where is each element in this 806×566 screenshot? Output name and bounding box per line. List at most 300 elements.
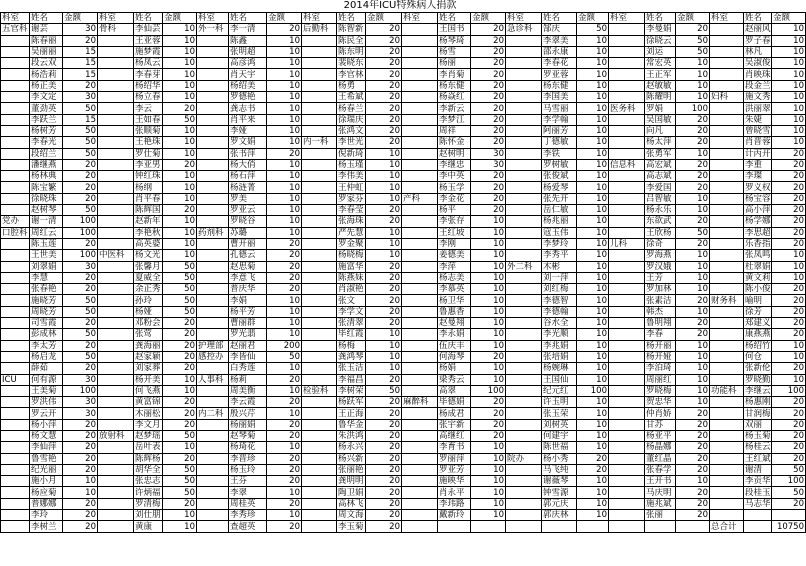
name-cell: 杨永兴 <box>338 442 364 453</box>
name-cell: 李梦玲 <box>542 238 577 249</box>
name-cell: 李重 <box>744 159 772 170</box>
dept-cell <box>302 521 337 532</box>
dept-cell <box>609 171 645 182</box>
dept-cell <box>402 216 438 227</box>
name-cell: 张宇新 <box>438 419 471 430</box>
table-row <box>1 261 806 272</box>
dept-cell <box>302 216 337 227</box>
amount-cell: 20 <box>366 80 402 91</box>
amount-cell: 50 <box>772 487 806 498</box>
name-cell: 许玉明 <box>542 397 577 408</box>
dept-cell <box>98 363 134 374</box>
name-cell: 赵敏敏 <box>645 80 676 91</box>
name-cell: 施兆斌 <box>645 498 676 509</box>
dept-cell <box>402 453 438 464</box>
name-cell: 张忠志 <box>135 476 161 487</box>
amount-cell: 10 <box>577 498 609 509</box>
name-cell: 朱婕 <box>744 114 772 125</box>
amount-cell: 10 <box>267 114 302 125</box>
name-cell: 李一清 <box>229 24 267 35</box>
dept-cell <box>98 442 134 453</box>
name-cell: 王美菊 <box>30 385 63 396</box>
amount-cell: 20 <box>471 419 506 430</box>
name-cell: 查超英 <box>229 521 267 532</box>
name-cell: 常宏英 <box>645 58 676 69</box>
amount-cell: 10 <box>471 363 506 374</box>
amount-cell: 20 <box>267 476 302 487</box>
dept-cell <box>402 363 438 374</box>
dept-cell <box>197 159 229 170</box>
amount-cell: 10 <box>366 227 402 238</box>
amount-cell: 20 <box>163 408 197 419</box>
name-cell: 杨娅 <box>134 306 163 317</box>
dept-cell <box>1 58 30 69</box>
amount-cell: 20 <box>63 182 98 193</box>
amount-cell: 10 <box>163 35 197 46</box>
table-row <box>1 430 806 441</box>
amount-cell: 10 <box>577 284 609 295</box>
amount-cell: 20 <box>63 284 98 295</box>
dept-cell: 感控办 <box>197 351 229 362</box>
amount-cell: 20 <box>366 510 402 521</box>
name-cell: 杨开美 <box>135 374 161 385</box>
dept-cell <box>609 58 645 69</box>
table-row <box>1 363 806 374</box>
dept-cell <box>98 182 134 193</box>
dept-cell <box>98 227 134 238</box>
dept-cell <box>1 261 30 272</box>
name-cell: 王希斌 <box>338 92 364 103</box>
name-cell: 李秀珍 <box>229 510 267 521</box>
header-row <box>1 13 806 24</box>
amount-cell: 10 <box>676 205 710 216</box>
dept-cell <box>1 498 30 509</box>
name-cell: 赵家颖 <box>135 352 161 363</box>
dept-cell <box>302 69 337 80</box>
amount-cell: 50 <box>577 24 609 35</box>
name-cell: 杨丽 <box>438 58 471 69</box>
dept-cell: 药剂科 <box>197 227 229 238</box>
amount-cell: 10 <box>577 306 609 317</box>
dept-cell <box>710 318 744 329</box>
amount-cell: 20 <box>63 510 98 521</box>
name-cell: 李意飞 <box>229 272 267 283</box>
name-cell: 郭元庆 <box>542 498 577 509</box>
amount-cell: 10 <box>267 92 302 103</box>
amount-cell: 20 <box>366 318 402 329</box>
amount-cell: 20 <box>267 397 302 408</box>
dept-cell <box>98 103 134 114</box>
amount-cell: 20 <box>366 464 402 475</box>
dept-cell <box>302 80 337 91</box>
name-cell: 李皆仙 <box>229 351 267 362</box>
amount-cell: 20 <box>772 284 806 295</box>
amount-cell: 20 <box>267 284 302 295</box>
dept-cell <box>98 125 134 136</box>
amount-cell: 100 <box>471 385 506 396</box>
amount-cell <box>676 521 710 532</box>
name-cell: 罗文娟 <box>229 137 267 148</box>
dept-cell <box>609 148 645 159</box>
name-cell: 陶卫娟 <box>338 487 364 498</box>
dept-cell <box>506 487 542 498</box>
amount-cell: 20 <box>366 397 402 408</box>
amount-cell: 10 <box>267 125 302 136</box>
amount-cell: 20 <box>772 329 806 340</box>
dept-cell: 中医科 <box>98 250 134 261</box>
table-row <box>1 24 806 35</box>
name-cell: 龚明明 <box>338 476 364 487</box>
table-row <box>1 35 806 46</box>
amount-cell: 20 <box>366 498 402 509</box>
amount-cell: 20 <box>63 159 98 170</box>
column-header: 姓名 <box>30 13 63 24</box>
name-cell: 王世美 <box>30 250 63 261</box>
amount-cell: 10 <box>772 24 806 35</box>
dept-cell <box>402 250 438 261</box>
amount-cell: 10 <box>366 182 402 193</box>
dept-cell <box>302 182 337 193</box>
dept-cell <box>506 205 542 216</box>
name-cell: 李玉菊 <box>338 521 364 532</box>
name-cell: 杨梅 <box>337 340 366 351</box>
dept-cell <box>302 171 337 182</box>
dept-cell <box>402 171 438 182</box>
dept-cell <box>710 284 744 295</box>
name-cell: 罗德艳 <box>229 92 267 103</box>
name-cell: 李文月 <box>135 419 161 430</box>
dept-cell <box>402 284 438 295</box>
amount-cell: 20 <box>267 272 302 283</box>
name-cell: 段绍兰 <box>30 148 63 159</box>
dept-cell <box>402 272 438 283</box>
amount-cell: 20 <box>772 216 806 227</box>
amount-cell: 20 <box>366 306 402 317</box>
dept-cell <box>302 430 337 441</box>
amount-cell: 20 <box>471 171 506 182</box>
column-header: 科室 <box>506 13 542 24</box>
name-cell: 李继忠 <box>438 159 471 170</box>
dept-cell <box>197 397 229 408</box>
name-cell: 陈燕妹 <box>338 272 364 283</box>
name-cell: 高继红 <box>438 430 471 441</box>
amount-cell: 30 <box>63 374 98 385</box>
amount-cell: 10 <box>163 385 197 396</box>
name-cell: 谢一清 <box>30 216 63 227</box>
amount-cell: 20 <box>772 397 806 408</box>
name-cell: 罗云开 <box>30 408 63 419</box>
dept-cell <box>302 92 337 103</box>
dept-cell <box>609 408 645 419</box>
name-cell: 杨开丽 <box>645 340 676 351</box>
name-cell: 毕德娟 <box>438 397 471 408</box>
amount-cell: 20 <box>63 340 98 351</box>
amount-cell: 10 <box>577 329 609 340</box>
name-cell: 张鸿文 <box>338 126 364 137</box>
dept-cell <box>98 408 134 419</box>
amount-cell: 10 <box>577 148 609 159</box>
amount-cell: 20 <box>676 442 710 453</box>
dept-cell <box>1 510 30 521</box>
dept-cell <box>302 284 337 295</box>
dept-cell <box>402 340 438 351</box>
column-header: 科室 <box>1 13 30 24</box>
amount-cell: 20 <box>676 125 710 136</box>
amount-cell: 20 <box>676 238 710 249</box>
name-cell: 王芳 <box>645 272 676 283</box>
dept-cell <box>197 69 229 80</box>
amount-cell: 10 <box>676 374 710 385</box>
name-cell: 罗洪伟 <box>30 397 63 408</box>
amount-cell: 20 <box>471 46 506 57</box>
name-cell: 杜翠娟 <box>745 261 771 272</box>
amount-cell: 20 <box>772 295 806 306</box>
dept-cell <box>609 419 645 430</box>
amount-cell: 10 <box>577 397 609 408</box>
dept-cell <box>710 69 744 80</box>
amount-cell: 20 <box>163 103 197 114</box>
amount-cell: 10 <box>267 69 302 80</box>
name-cell: 王仲虹 <box>338 182 364 193</box>
dept-cell <box>710 498 744 509</box>
amount-cell: 10 <box>772 103 806 114</box>
name-cell: 邓粉会 <box>135 318 161 329</box>
name-cell: 乐香指 <box>745 239 771 250</box>
dept-cell <box>302 46 337 57</box>
dept-cell <box>302 510 337 521</box>
dept-cell <box>506 464 542 475</box>
name-cell: 罗美 <box>229 193 267 204</box>
amount-cell: 100 <box>676 103 710 114</box>
dept-cell <box>402 159 438 170</box>
dept-cell: 信息科 <box>609 159 645 170</box>
name-cell: 寇玉伟 <box>542 227 577 238</box>
amount-cell: 20 <box>772 193 806 204</box>
name-cell: 肖平来 <box>229 114 267 125</box>
name-cell: 张明超 <box>229 46 267 57</box>
dept-cell <box>402 374 438 385</box>
name-cell: 罗光翡 <box>229 329 267 340</box>
dept-cell: 内一科 <box>302 137 337 148</box>
name-cell: 倪新琦 <box>338 148 364 159</box>
amount-cell: 10 <box>471 261 506 272</box>
name-cell: 邵永康 <box>542 46 577 57</box>
dept-cell <box>197 510 229 521</box>
name-cell: 马庆明 <box>645 487 676 498</box>
name-cell: 李春花 <box>542 58 577 69</box>
amount-cell: 50 <box>63 306 98 317</box>
amount-cell: 10 <box>772 92 806 103</box>
amount-cell: 10 <box>577 476 609 487</box>
name-cell: 段桂玉 <box>745 487 771 498</box>
dept-cell <box>197 35 229 46</box>
amount-cell: 100 <box>772 385 806 396</box>
dept-cell <box>98 498 134 509</box>
name-cell: 李爱国 <box>645 182 676 193</box>
dept-cell <box>402 58 438 69</box>
dept-cell <box>197 284 229 295</box>
name-cell: 向凡 <box>645 125 676 136</box>
amount-cell: 20 <box>366 374 402 385</box>
table-row <box>1 374 806 385</box>
name-cell: 肖永平 <box>438 487 471 498</box>
amount-cell: 100 <box>772 476 806 487</box>
dept-cell <box>302 329 337 340</box>
dept-cell <box>197 114 229 125</box>
amount-cell: 10 <box>163 216 197 227</box>
dept-cell <box>710 329 744 340</box>
dept-cell: 骨科 <box>98 24 134 35</box>
amount-cell: 20 <box>772 238 806 249</box>
name-cell: 赵曼翔 <box>438 318 471 329</box>
amount-cell: 10 <box>577 487 609 498</box>
amount-cell: 100 <box>63 216 98 227</box>
dept-cell <box>98 159 134 170</box>
amount-cell: 50 <box>63 148 98 159</box>
name-cell: 张勇军 <box>645 148 676 159</box>
name-cell: 张春艳 <box>30 284 63 295</box>
name-cell: 杨兆丽 <box>542 216 577 227</box>
dept-cell <box>402 329 438 340</box>
dept-cell: 妇科 <box>710 92 744 103</box>
amount-cell: 10 <box>163 46 197 57</box>
name-cell: 王艳珠 <box>135 137 161 148</box>
amount-cell: 30 <box>63 24 98 35</box>
name-cell: 高彦鸿 <box>229 58 267 69</box>
dept-cell <box>506 510 542 521</box>
dept-cell <box>98 521 134 532</box>
dept-cell <box>1 476 30 487</box>
name-cell: 杨凤云 <box>135 58 161 69</box>
amount-cell: 20 <box>163 419 197 430</box>
name-cell: 李梦江 <box>438 114 471 125</box>
amount-cell: 10 <box>163 137 197 148</box>
dept-cell <box>197 238 229 249</box>
amount-cell: 10 <box>676 397 710 408</box>
dept-cell <box>402 92 438 103</box>
dept-cell: 内二科 <box>197 408 229 419</box>
dept-cell <box>402 261 438 272</box>
name-cell: 李春 <box>645 329 676 340</box>
amount-cell: 10 <box>471 442 506 453</box>
dept-cell <box>98 80 134 91</box>
amount-cell: 20 <box>471 114 506 125</box>
amount-cell: 10 <box>163 148 197 159</box>
name-cell: 杨宝容 <box>745 193 771 204</box>
dept-cell <box>302 148 337 159</box>
amount-cell: 10 <box>577 351 609 362</box>
name-cell: 高英婆 <box>135 239 161 250</box>
amount-cell: 20 <box>676 171 710 182</box>
name-cell: 杨大俏 <box>229 159 267 170</box>
dept-cell <box>402 103 438 114</box>
table-row <box>1 148 806 159</box>
amount-cell: 20 <box>772 159 806 170</box>
amount-cell: 50 <box>63 205 98 216</box>
name-cell: 李福昌 <box>338 374 364 385</box>
amount-cell: 10 <box>676 363 710 374</box>
amount-cell: 20 <box>267 498 302 509</box>
name-cell: 罗晓梅 <box>645 385 676 396</box>
dept-cell <box>302 238 337 249</box>
amount-cell: 10 <box>267 385 302 396</box>
table-row <box>1 272 806 283</box>
dept-cell <box>506 103 542 114</box>
dept-cell <box>609 453 645 464</box>
amount-cell: 10 <box>577 272 609 283</box>
dept-cell <box>1 205 30 216</box>
name-cell: 喻明 <box>744 295 772 306</box>
dept-cell <box>710 103 744 114</box>
dept-cell <box>1 148 30 159</box>
amount-cell: 20 <box>63 442 98 453</box>
name-cell: 陈耀明 <box>645 92 676 103</box>
name-cell: 韩杰 <box>645 306 676 317</box>
name-cell: 杨婉琳 <box>542 363 577 374</box>
name-cell: 李秀平 <box>542 250 577 261</box>
name-cell: 潘继燕 <box>30 159 63 170</box>
amount-cell: 10 <box>676 351 710 362</box>
amount-cell: 10 <box>577 171 609 182</box>
name-cell: 曹开丽 <box>229 238 267 249</box>
amount-cell: 20 <box>366 521 402 532</box>
name-cell: 李继云 <box>745 385 771 396</box>
dept-cell <box>609 114 645 125</box>
amount-cell: 20 <box>772 306 806 317</box>
name-cell: 杨雪 <box>438 46 471 57</box>
amount-cell: 20 <box>366 103 402 114</box>
name-cell: 施小月 <box>30 476 63 487</box>
dept-cell <box>98 318 134 329</box>
dept-cell <box>197 487 229 498</box>
name-cell: 周晓芳 <box>30 306 63 317</box>
amount-cell: 10 <box>577 250 609 261</box>
name-cell: 李太芳 <box>30 340 63 351</box>
name-cell: 李刚 <box>438 238 471 249</box>
table-row <box>1 306 806 317</box>
amount-cell <box>577 521 609 532</box>
amount-cell: 10 <box>366 250 402 261</box>
name-cell: 赵思菊 <box>229 261 267 272</box>
dept-cell <box>1 329 30 340</box>
dept-cell <box>98 385 134 396</box>
name-cell: 徐瑞庆 <box>338 114 364 125</box>
dept-cell <box>710 227 744 238</box>
dept-cell <box>506 193 542 204</box>
name-cell: 谢薇琴 <box>542 476 577 487</box>
name-cell: 李春光 <box>30 137 63 148</box>
amount-cell: 20 <box>471 69 506 80</box>
amount-cell: 10 <box>676 476 710 487</box>
amount-cell: 10 <box>471 216 506 227</box>
dept-cell <box>1 419 30 430</box>
amount-cell: 20 <box>676 510 710 521</box>
dept-cell <box>197 58 229 69</box>
amount-cell: 20 <box>471 80 506 91</box>
name-cell: 彭成林 <box>30 329 63 340</box>
amount-cell: 20 <box>471 24 506 35</box>
dept-cell <box>302 464 337 475</box>
table-row <box>1 216 806 227</box>
amount-cell: 15 <box>63 114 98 125</box>
amount-cell: 50 <box>63 137 98 148</box>
name-cell: 李娟 <box>229 295 267 306</box>
name-cell: 谢芸 <box>30 24 63 35</box>
amount-cell: 200 <box>267 340 302 351</box>
amount-cell: 10 <box>577 408 609 419</box>
amount-cell: 20 <box>267 148 302 159</box>
amount-cell: 10 <box>267 205 302 216</box>
